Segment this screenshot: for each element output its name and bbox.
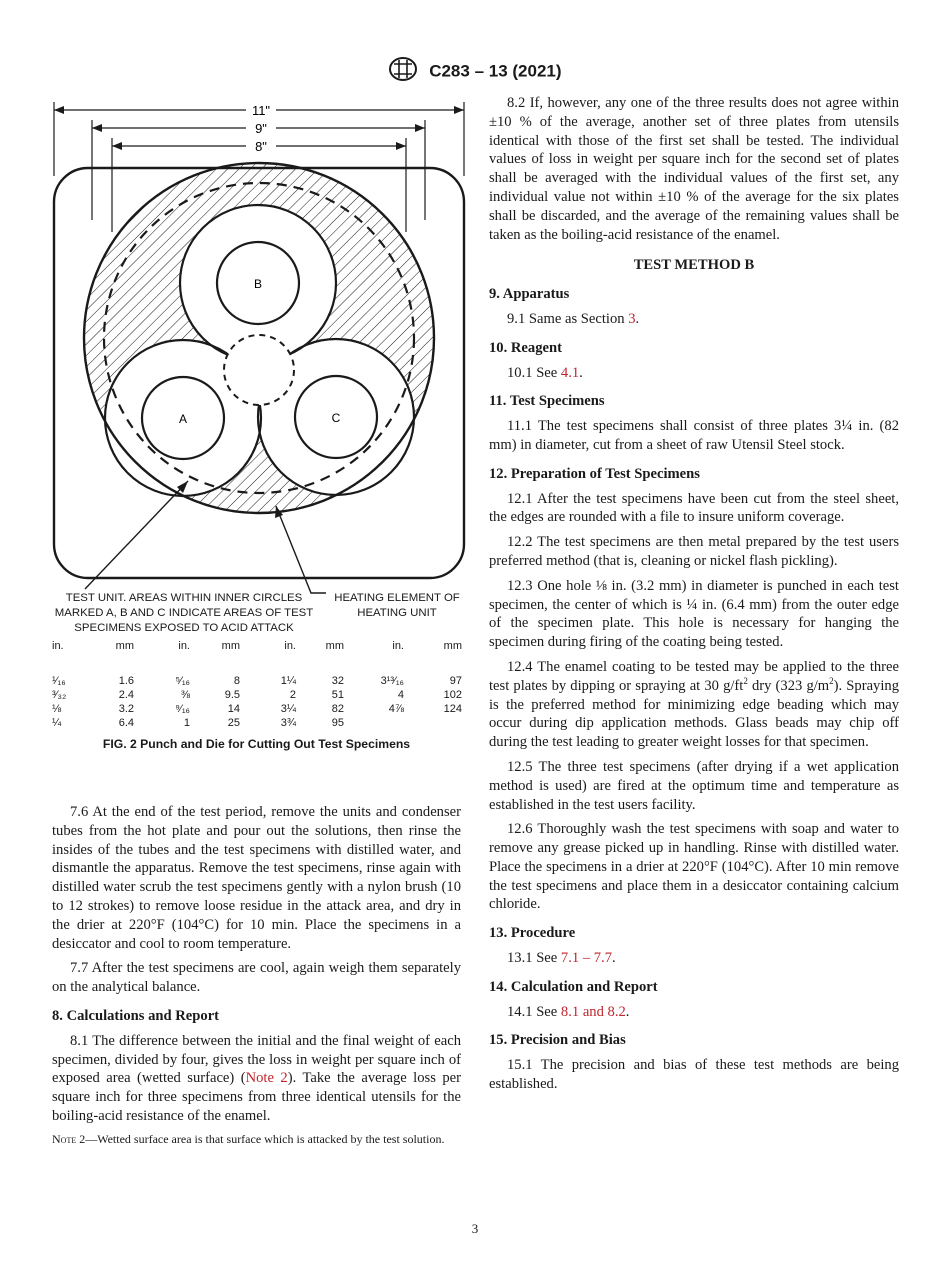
- section-3-link[interactable]: 3: [628, 310, 636, 327]
- paragraph-8-1: 8.1 The difference between the initial and the final weight of each specimen, divided by four, gives the loss in weight per square inch of exposed area (wetted surface) (Note 2). Take the average loss per square inch for three specimens from three identical utensils for the boiling-acid resistance of the enamel.: [52, 1032, 461, 1124]
- table-row: ³⁄₃₂ 2.4 ⅜ 9.5 2 51 4 102: [52, 689, 462, 701]
- paragraph-9-1: 9.1 Same as Section 3.: [507, 310, 640, 327]
- section-4-1-link[interactable]: 4.1: [560, 364, 580, 381]
- standard-designation: C283 – 13 (2021): [429, 61, 562, 81]
- paragraph-7-6: 7.6 At the end of the test period, remove the units and condenser tubes from the hot plate and pour out the solutions, then rinse the insides of the tubes and the test specimens with distilled water, and dismantle the apparatus. Remove the test specimens, rinse again with distilled water scrub the test specimens gently with a nylon brush (10 to 12 strokes) to remove loose residue in the attack area, and dry in the drier at 220°F (104°C) for 10 min. Place the specimens in a desiccator and cool to room temperature.: [52, 804, 461, 952]
- paragraph-11-1: 11.1 The test specimens shall consist of three plates 3¼ in. (82 mm) in diameter, cut from a sheet of raw Utensil Steel stock.: [489, 418, 899, 453]
- paragraph-12-6: 12.6 Thoroughly wash the test specimens with soap and water to remove any grease picked up in handling. Rinse with distilled water. Place the specimens in a drier at 220°F (104°C). After 10 min remove the test specimens and place them in a desiccator containing calcium chloride.: [489, 821, 899, 913]
- circle-label-a: A: [178, 412, 188, 426]
- dimension-8in: 8": [255, 139, 267, 154]
- paragraph-10-1: 10.1 See 4.1.: [507, 364, 583, 381]
- paragraph-14-1: 14.1 See 8.1 and 8.2.: [507, 1003, 630, 1020]
- test-unit-drawing: [40, 96, 470, 636]
- left-column: [52, 803, 461, 1153]
- section-15-heading: 15. Precision and Bias: [489, 1032, 626, 1049]
- heating-element-label: HEATING ELEMENT OF HEATING UNIT: [334, 592, 460, 619]
- conversion-table: [52, 640, 462, 730]
- section-14-heading: 14. Calculation and Report: [489, 978, 658, 995]
- table-row: ¹⁄₁₆ 1.6 ⁵⁄₁₆ 8 1¼ 32 3¹³⁄₁₆ 97: [52, 675, 462, 687]
- conversion-table-header: in. mm in. mm in. mm in. mm: [52, 640, 462, 652]
- note-2: Note 2—Wetted surface area is that surface which is attacked by the test solution.: [52, 1131, 445, 1146]
- paragraph-12-2: 12.2 The test specimens are then metal prepared by the test users preferred method (that is, cleaning or nickel flash pickling).: [489, 534, 899, 569]
- circle-label-c: C: [331, 411, 341, 425]
- astm-logo-icon: [388, 56, 418, 87]
- section-10-heading: 10. Reagent: [489, 339, 562, 356]
- dimension-11in: 11": [251, 103, 271, 118]
- section-7-link[interactable]: 7.1 – 7.7: [560, 950, 612, 967]
- dimension-9in: 9": [255, 121, 267, 136]
- section-12-heading: 12. Preparation of Test Specimens: [489, 465, 700, 482]
- note-2-link[interactable]: Note 2: [245, 1070, 288, 1087]
- figure-caption: FIG. 2 Punch and Die for Cutting Out Test Specimens: [102, 737, 411, 751]
- table-row: ¼ 6.4 1 25 3¾ 95: [52, 717, 344, 729]
- paragraph-8-2: 8.2 If, however, any one of the three results does not agree within ±10 % of the average, another set of three plates from utensils identical with those of the first set shall be tested. The individual values of loss in weight per square inch for the second set of plates shall be averaged with the individual values of the first set, any individual value not within ±10 % of the average for the six plates shall be discarded, and the average of the remaining values shall be taken as the boiling-acid resistance of the enamel.: [489, 95, 899, 243]
- section-13-heading: 13. Procedure: [489, 925, 576, 942]
- paragraph-12-4: 12.4 The enamel coating to be tested may be applied to the three test plates by dipping or spraying at 30 $g/ft^2$ dry (323 $g/m^2$). Spraying is the preferred method for minimizing edge beading which may occur during dip application methods. Glass beads may chip off during the test leading to greater weight losses for that specimen.: [489, 658, 899, 751]
- paragraph-12-1: 12.1 After the test specimens have been cut from the steel sheet, the edges are rounded with a file to insure uniform coverage.: [489, 490, 899, 526]
- section-8-heading: 8. Calculations and Report: [52, 1007, 220, 1024]
- paragraph-12-3: 12.3 One hole ⅛ in. (3.2 mm) in diameter is punched in each test specimen, the center of which is ¼ in. (6.4 mm) from the outer edge of the specimen plate. This hole is necessary for hanging the specimen during firing of the coating being tested.: [489, 577, 899, 651]
- figure-2-diagram: [40, 96, 470, 636]
- center-dashed-circle: [224, 335, 294, 405]
- paragraph-7-7: 7.7 After the test specimens are cool, again weigh them separately on the analytical balance.: [52, 960, 461, 996]
- circle-label-b: B: [253, 277, 263, 291]
- test-unit-label: TEST UNIT. AREAS WITHIN INNER CIRCLES MARKED A, B AND C INDICATE AREAS OF TEST SPECIMENS EXPOSED TO ACID ATTACK: [54, 592, 314, 634]
- page-number: 3: [471, 1221, 479, 1236]
- right-column: [489, 94, 899, 1100]
- test-method-b-heading: TEST METHOD B: [633, 257, 755, 274]
- paragraph-13-1: 13.1 See 7.1 – 7.7.: [507, 950, 616, 967]
- section-8-link[interactable]: 8.1 and 8.2: [560, 1003, 626, 1020]
- table-row: ⅛ 3.2 ⁹⁄₁₆ 14 3¼ 82 4⅞ 124: [52, 703, 462, 715]
- paragraph-12-5: 12.5 The three test specimens (after drying if a wet application method is used) are fired at the optimum time and temperature as established in the test users facility.: [489, 758, 899, 813]
- section-9-heading: 9. Apparatus: [489, 286, 570, 303]
- paragraph-15-1: 15.1 The precision and bias of these test methods are being established.: [489, 1057, 899, 1093]
- section-11-heading: 11. Test Specimens: [489, 393, 605, 410]
- page-header: [0, 56, 950, 87]
